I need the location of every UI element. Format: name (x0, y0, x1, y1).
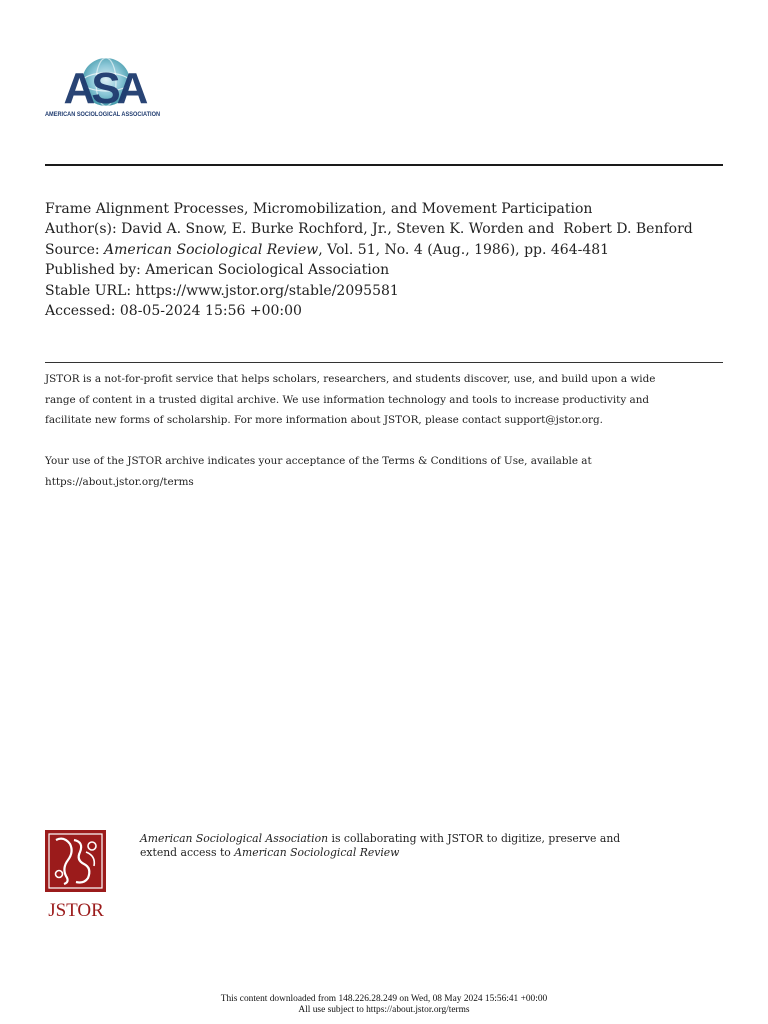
jstor-notice (45, 369, 725, 431)
published-label: Published by: (45, 262, 141, 279)
collaboration-journal: American Sociological Review (234, 845, 400, 859)
asa-logo-letters: ASA (63, 64, 145, 113)
footer-download-line: This content downloaded from 148.226.28.249 on Wed, 08 May 2024 15:56:41 +00:00 (220, 994, 548, 1004)
collaboration-org: American Sociological Association (140, 832, 329, 845)
collaboration-line (140, 832, 700, 846)
footer-terms-line: All use subject to https://about.jstor.org/terms (298, 1005, 470, 1015)
accessed-label: Accessed: (45, 303, 116, 320)
article-stable-url (45, 281, 725, 301)
article-metadata (45, 199, 725, 321)
source-label: Source: (45, 241, 100, 258)
terms-notice (45, 451, 725, 492)
accessed-value: 08-05-2024 15:56 +00:00 (119, 303, 302, 320)
terms-url-link[interactable]: https://about.jstor.org/terms (45, 475, 194, 488)
article-title: Frame Alignment Processes, Micromobilization, and Movement Participation (45, 201, 593, 217)
download-footer (0, 994, 768, 1016)
article-publisher (45, 260, 725, 280)
stable-url-label: Stable URL: (45, 282, 132, 299)
collaboration-text: is collaborating with JSTOR to digitize, preserve and (328, 832, 621, 845)
notice-line: range of content in a trusted digital archive. We use information technology and tools to increase productivity and (45, 393, 650, 406)
asa-logo (44, 56, 164, 120)
notice-line: JSTOR is a not-for-profit service that helps scholars, researchers, and students discover, use, and build upon a wide (45, 373, 656, 385)
asa-logo-org-name: AMERICAN SOCIOLOGICAL ASSOCIATION (45, 111, 161, 118)
collaboration-text: extend access to (140, 845, 235, 859)
authors-label: Author(s): (45, 221, 117, 238)
jstor-wordmark: JSTOR (48, 900, 104, 921)
collaboration-statement (140, 832, 700, 859)
article-accessed (45, 301, 725, 321)
source-journal: American Sociological Review (104, 241, 319, 258)
authors-value: David A. Snow, E. Burke Rochford, Jr., Steven K. Worden and Robert D. Benford (121, 221, 693, 238)
terms-line: Your use of the JSTOR archive indicates your acceptance of the Terms & Conditions of Use, available at (45, 455, 592, 467)
top-divider (45, 164, 723, 166)
middle-divider (45, 362, 723, 363)
article-source (45, 240, 725, 260)
source-detail: , Vol. 51, No. 4 (Aug., 1986), pp. 464-481 (318, 241, 610, 258)
article-authors (45, 219, 725, 239)
notice-line: facilitate new forms of scholarship. For more information about JSTOR, please contact support@jstor.org. (45, 414, 603, 427)
collaboration-line (140, 846, 700, 860)
publisher-value: American Sociological Association (145, 262, 390, 279)
stable-url-link[interactable]: https://www.jstor.org/stable/2095581 (135, 282, 399, 299)
jstor-logo (44, 830, 108, 922)
